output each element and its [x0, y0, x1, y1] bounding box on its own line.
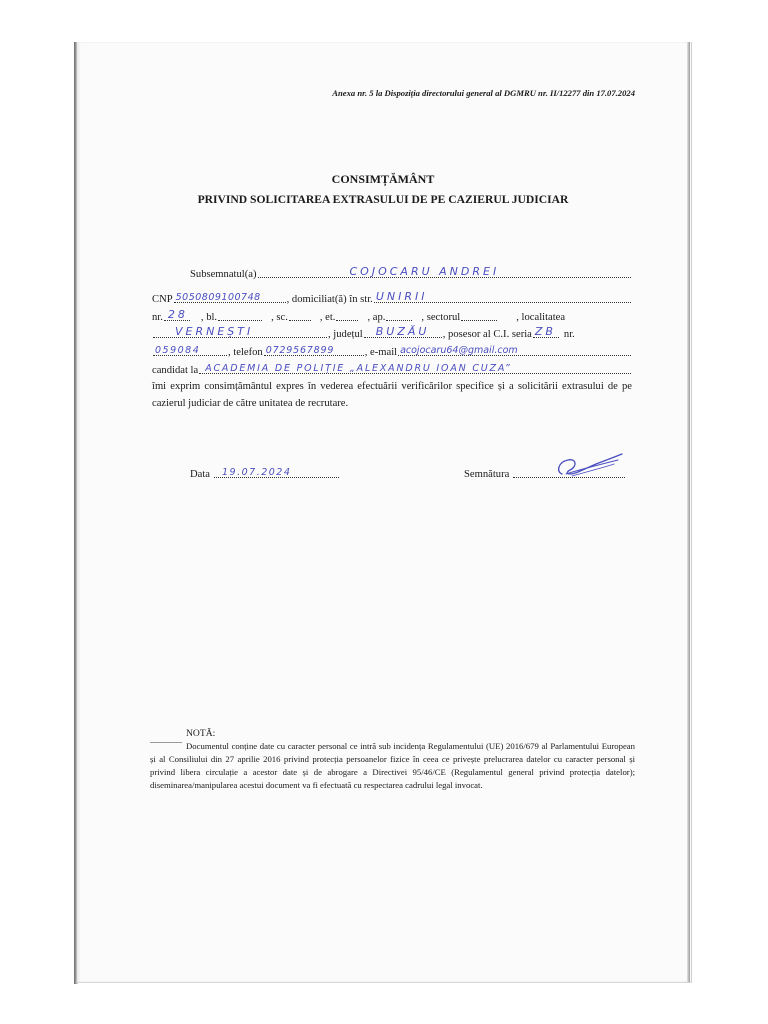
semnatura-label: Semnătura [464, 469, 510, 480]
date-field [214, 469, 339, 478]
ci-series-value: ZB [534, 325, 556, 338]
phone-field [264, 347, 364, 356]
et-field [336, 312, 358, 321]
locality-field [153, 325, 327, 338]
name-field [258, 265, 632, 278]
cnp-field [174, 294, 286, 303]
note-text: Documentul conține date cu caracter personal ce intră sub incidența Regulamentului (UE) 2016/679 al Parlamentului European și al Consiliului din 27 aprilie 2016 privind protecția persoanelor fizice în ceea ce privește prelucrarea datelor cu caracter personal și privind libera circulație a acestor date și de abrogare a Directivei 95/46/CE (Regulamentul general privind protecția datelor); diseminarea/manipularea acestui document va fi efectuată cu respectarea cadrului legal invocat. [150, 741, 635, 790]
institution-field [199, 365, 631, 374]
ci-number-field [153, 347, 227, 356]
street-field [374, 290, 631, 303]
nr-value: 28 [167, 308, 188, 321]
cnp-label: CNP [152, 294, 173, 305]
sectorul-label: , sectorul [421, 312, 461, 323]
email-field [398, 347, 631, 356]
bl-field [218, 312, 262, 321]
ci-nr-label: nr. [563, 329, 575, 340]
note-title: NOTĂ: [186, 728, 216, 739]
bl-label: , bl. [200, 312, 218, 323]
row-candidate [152, 358, 632, 376]
street-value: UNIRII [375, 290, 428, 303]
consent-paragraph: îmi exprim consimțământul expres în vederea efectuării verificărilor specifice și a solicitării extrasului de pe cazierul judiciar de către unitatea de recrutare. [152, 381, 632, 409]
sc-field [289, 312, 311, 321]
county-field [364, 325, 442, 338]
phone-value: 0729567899 [265, 345, 335, 356]
et-label: , et. [319, 312, 336, 323]
nr-label: nr. [152, 312, 163, 323]
posesor-label: , posesor al C.I. seria [442, 329, 532, 340]
institution-value: ACADEMIA DE POLIȚIE „ALEXANDRU IOAN CUZA” [205, 363, 512, 374]
nr-field [164, 308, 190, 321]
candidat-label: candidat la [152, 365, 199, 376]
email-value: acojocaru64@gmail.com [400, 345, 518, 356]
domiciliat-label: , domiciliat(ă) în str. [286, 294, 373, 305]
name-value: COJOCARU ANDREI [349, 265, 500, 278]
date-value: 19.07.2024 [222, 467, 292, 478]
row-cnp [152, 287, 632, 305]
ci-series-field [533, 325, 559, 338]
row-contact [152, 340, 632, 358]
handwritten-signature [548, 452, 628, 480]
localitatea-label: , localitatea [516, 312, 566, 323]
row-address [152, 305, 632, 323]
sc-label: , sc. [271, 312, 288, 323]
row-date [190, 462, 340, 480]
sector-field [461, 312, 497, 321]
locality-value: VERNEȘTI [175, 325, 254, 338]
annex-reference: Anexa nr. 5 la Dispoziția directorului general al DGMRU nr. II/12277 din 17.07.2024 [332, 88, 635, 98]
ap-label: , ap. [367, 312, 386, 323]
county-value: BUZĂU [375, 325, 430, 338]
document-title: CONSIMȚĂMÂNT [331, 172, 435, 186]
data-label: Data [190, 469, 210, 480]
email-label: , e-mail [364, 347, 398, 358]
judetul-label: , județul [328, 329, 363, 340]
cnp-value: 5050809100748 [175, 292, 261, 303]
ci-number-value: 059084 [155, 345, 201, 356]
row-name [190, 262, 632, 280]
document-subtitle: PRIVIND SOLICITAREA EXTRASULUI DE PE CAZIERUL JUDICIAR [197, 193, 569, 206]
ap-field [386, 312, 412, 321]
row-locality [152, 322, 632, 340]
subsemnatul-label: Subsemnatul(a) [190, 269, 257, 280]
telefon-label: , telefon [228, 347, 263, 358]
